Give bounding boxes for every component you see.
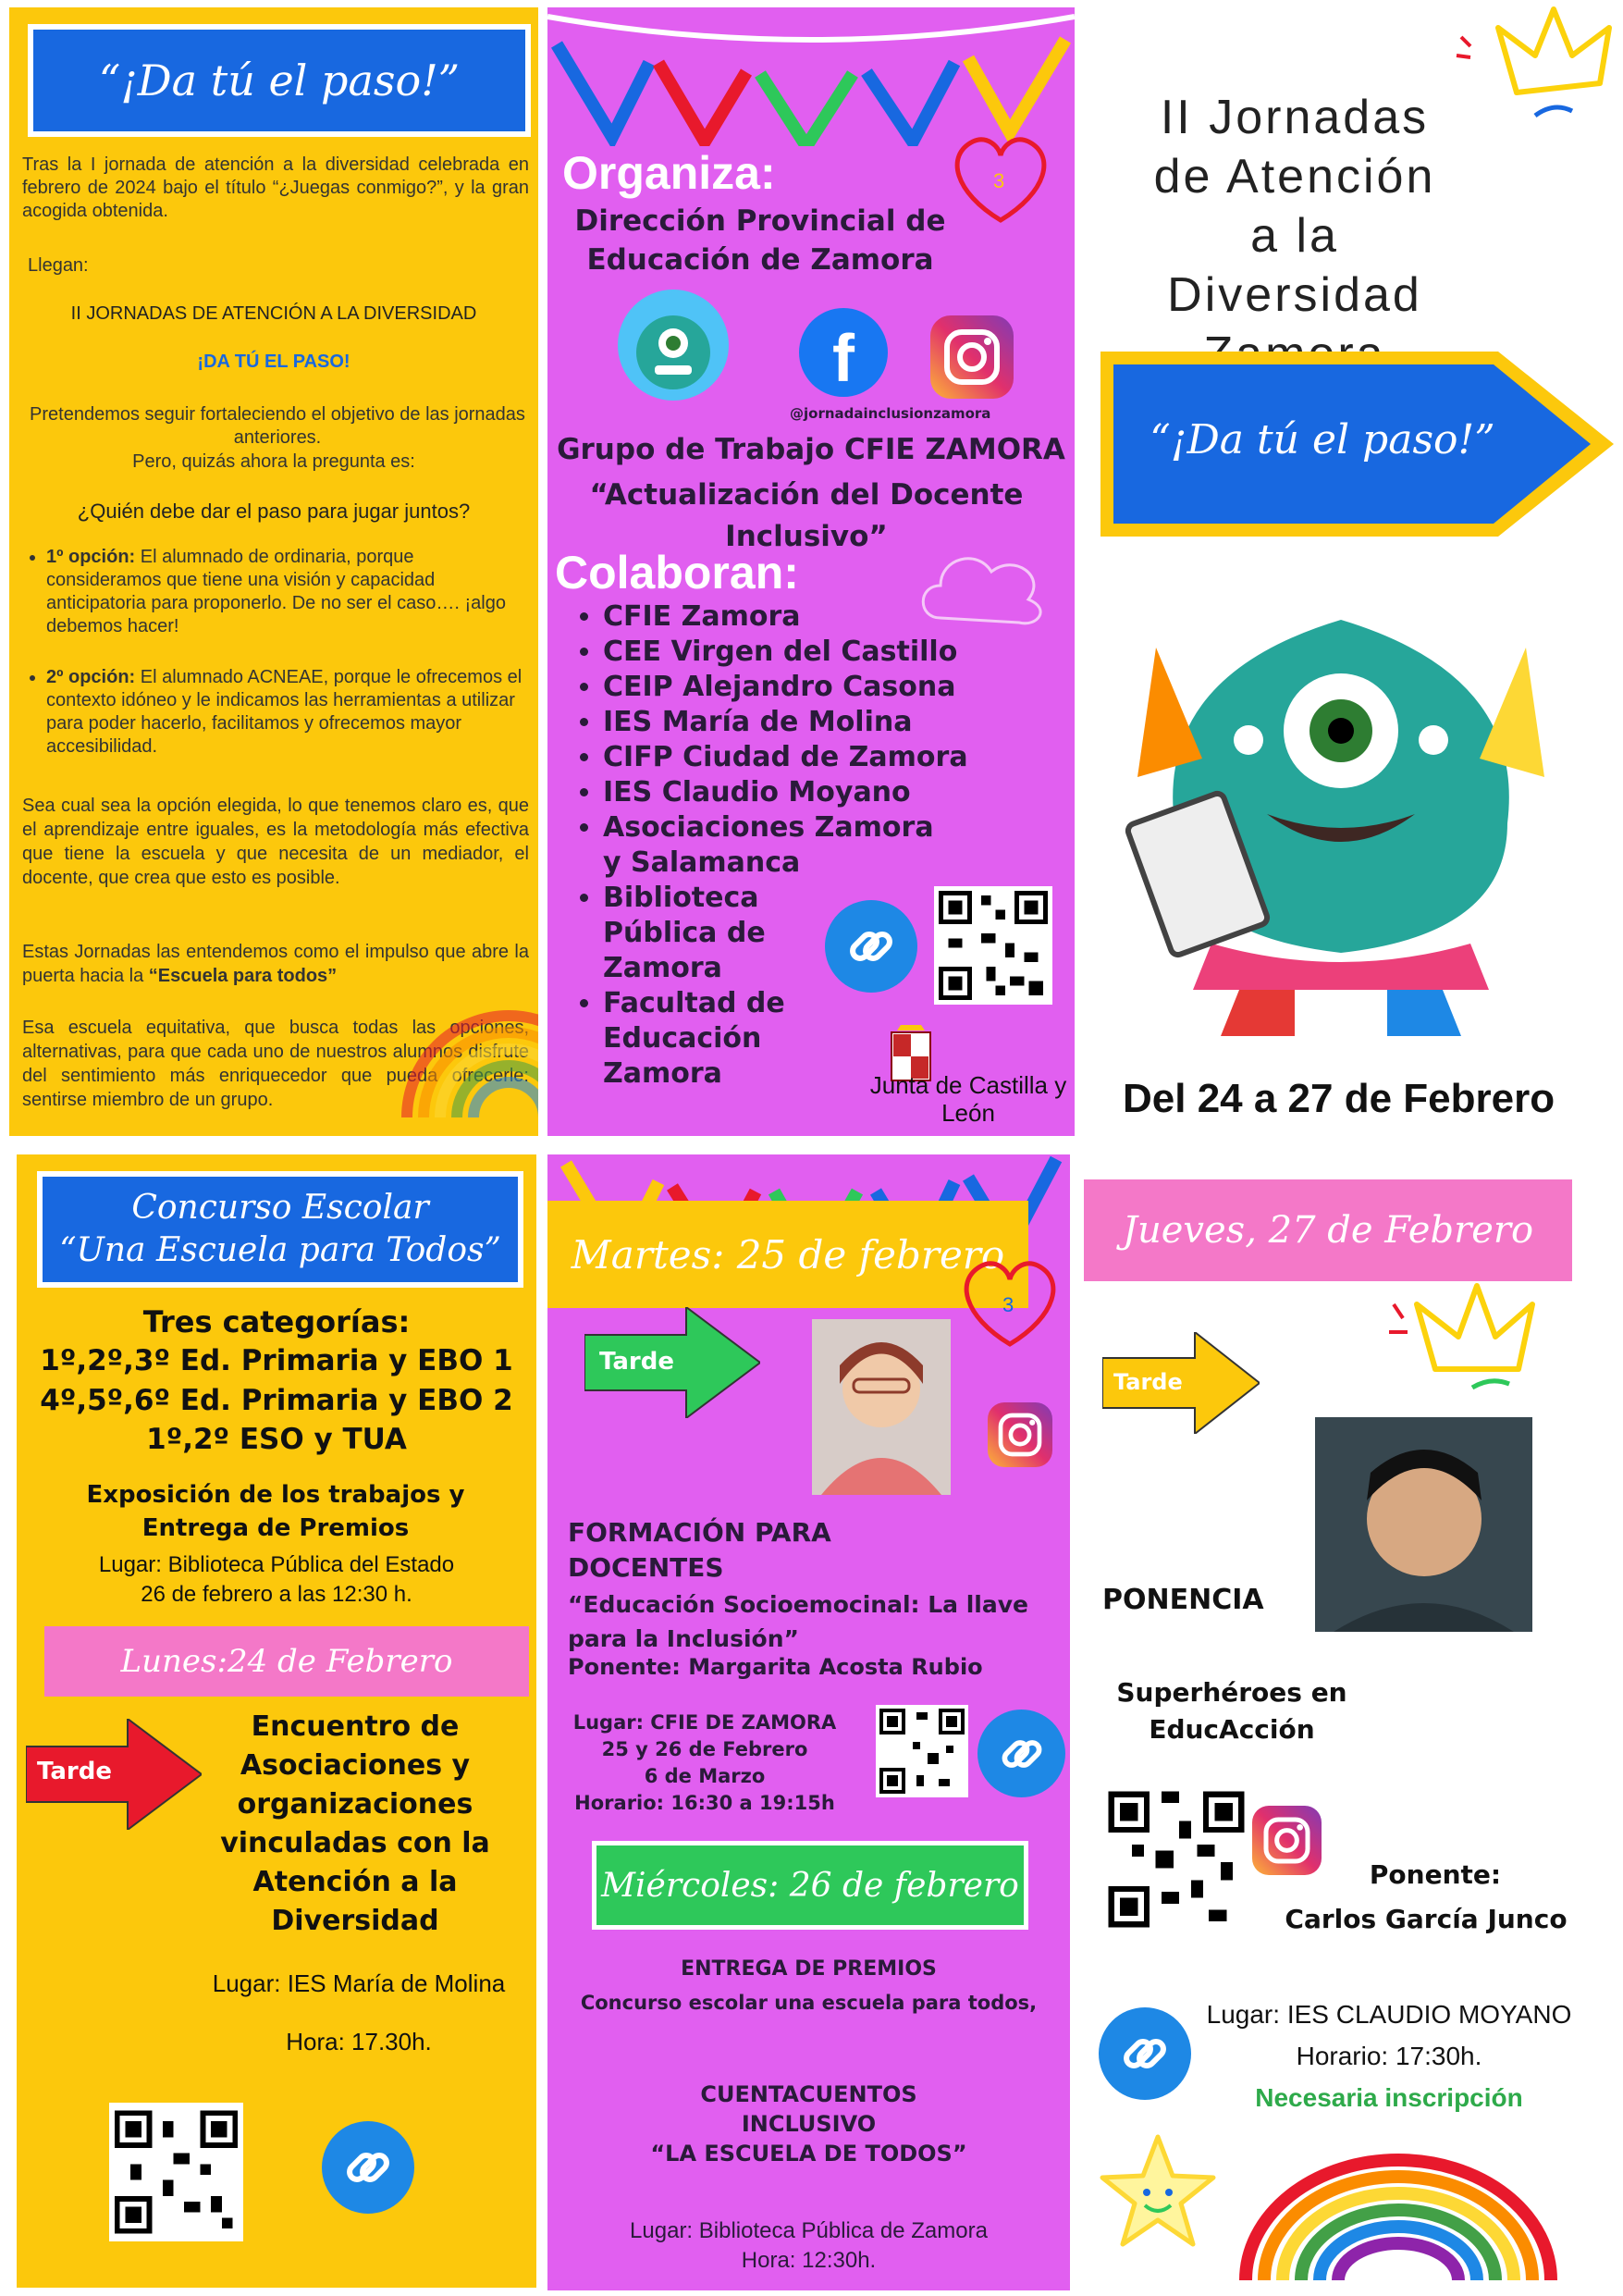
curso-title: “Educación Socioemocinal: La llave para la Inclusión” xyxy=(568,1591,1028,1652)
grupo-text: Grupo de Trabajo CFIE ZAMORA xyxy=(557,433,1065,466)
tarde-arrow-icon xyxy=(26,1719,202,1830)
option-1 xyxy=(46,546,525,638)
martes-text: Martes: 25 de febrero xyxy=(571,1231,1005,1278)
facebook-icon[interactable]: f xyxy=(799,308,888,397)
horario-cfie: Horario: 16:30 a 19:15h xyxy=(574,1792,835,1814)
portrait-photo xyxy=(812,1319,951,1495)
entrega-premios: ENTREGA DE PREMIOS xyxy=(681,1957,937,1981)
pretendemos-text: Pretendemos seguir fortaleciendo el objetivo de las jornadas anteriores. xyxy=(30,404,525,448)
jueves-text: Jueves, 27 de Febrero xyxy=(1122,1209,1534,1252)
option-2 xyxy=(46,666,525,759)
fechas-cfie: 25 y 26 de Febrero xyxy=(601,1738,808,1760)
cuentacuentos-subtitle: “LA ESCUELA DE TODOS” xyxy=(650,2141,967,2166)
hora-biblioteca: Hora: 12:30h. xyxy=(741,2248,877,2273)
concurso-title-2: “Una Escuela para Todos” xyxy=(59,1231,501,1269)
lugar-claudio: Lugar: IES CLAUDIO MOYANO xyxy=(1206,2000,1572,2029)
lugar-ies: Lugar: IES María de Molina xyxy=(212,1969,506,1997)
crown-doodle xyxy=(1389,1267,1546,1397)
link-icon[interactable] xyxy=(1099,2007,1191,2100)
miercoles-banner xyxy=(592,1841,1028,1930)
jueves-banner xyxy=(1084,1179,1572,1281)
instagram-handle[interactable]: @jornadainclusionzamora xyxy=(790,405,991,422)
options-list xyxy=(18,546,525,762)
junta-text: Junta de Castilla y León xyxy=(869,1071,1067,1127)
fecha-entrega: 26 de febrero a las 12:30 h. xyxy=(141,1582,412,1607)
formacion-title: FORMACIÓN PARA DOCENTES xyxy=(568,1517,831,1583)
impulso-text: Estas Jornadas las entendemos como el impulso que abre la puerta hacia la xyxy=(22,942,529,986)
monster-illustration xyxy=(1100,546,1581,1050)
colaboran-title: Colaboran: xyxy=(555,547,799,599)
crown-doodle xyxy=(1443,0,1618,130)
colaborador-item: • Biblioteca Pública de Zamora xyxy=(603,881,806,986)
miercoles-text: Miércoles: 26 de febrero xyxy=(601,1866,1019,1905)
fecha-marzo: 6 de Marzo xyxy=(644,1765,766,1787)
tres-categorias: Tres categorías: xyxy=(142,1304,411,1339)
ponente-label: Ponente: xyxy=(1369,1859,1502,1890)
slogan-arrow xyxy=(1100,352,1614,537)
colaborador-item: • Facultad de Educación Zamora xyxy=(603,986,806,1092)
cover-slogan-text: “¡Da tú el paso!” xyxy=(1150,416,1495,463)
da-paso-label: ¡DA TÚ EL PASO! xyxy=(197,352,350,372)
dates-text: Del 24 a 27 de Febrero xyxy=(1123,1076,1555,1121)
option-2-label: 2º opción: xyxy=(46,667,136,687)
category-1: 1º,2º,3º Ed. Primaria y EBO 1 xyxy=(40,1344,513,1377)
qr-code[interactable] xyxy=(109,2103,243,2241)
jornadas-label: II JORNADAS DE ATENCIÓN A LA DIVERSIDAD xyxy=(70,303,477,324)
colaborador-item: • IES María de Molina xyxy=(603,705,1075,740)
link-icon[interactable] xyxy=(825,900,917,993)
instagram-icon[interactable] xyxy=(988,1402,1052,1467)
colaboradores-list xyxy=(547,599,1075,1092)
encuentro-text: Encuentro de Asociaciones y organizaciones vinculadas con la Atención a la Diversidad xyxy=(220,1710,490,1937)
colaborador-item: • CEE Virgen del Castillo xyxy=(603,635,1075,670)
slogan-text: “¡Da tú el paso!” xyxy=(98,56,461,105)
lunes-text: Lunes:24 de Febrero xyxy=(120,1643,453,1680)
lugar-cfie: Lugar: CFIE DE ZAMORA xyxy=(572,1711,837,1734)
star-doodle xyxy=(1093,2128,1223,2257)
category-3: 1º,2º ESO y TUA xyxy=(146,1423,407,1456)
portrait-photo xyxy=(1315,1417,1532,1632)
panel-intro xyxy=(9,7,538,1136)
category-2: 4º,5º,6º Ed. Primaria y EBO 2 xyxy=(40,1384,513,1417)
superheroes-text: Superhéroes en EducAcción xyxy=(1116,1677,1347,1745)
tarde-label: Tarde xyxy=(37,1758,112,1785)
colaborador-item: • IES Claudio Moyano xyxy=(603,775,1075,810)
slogan-box xyxy=(28,24,531,137)
intro-text: Tras la I jornada de atención a la diversidad celebrada en febrero de 2024 bajo el título “¿Juegas conmigo?”, y la gran acogida obtenida. xyxy=(22,154,529,221)
qr-code[interactable] xyxy=(934,886,1052,1005)
question-text: ¿Quién debe dar el paso para jugar juntos? xyxy=(77,500,471,523)
rainbow-doodle xyxy=(1232,2146,1565,2280)
concurso-box xyxy=(37,1171,523,1288)
escuela-todos-text: “Escuela para todos” xyxy=(148,966,338,986)
exposicion-text: Exposición de los trabajos y Entrega de Premios xyxy=(86,1481,465,1542)
concurso-title-1: Concurso Escolar xyxy=(131,1189,429,1227)
cuentacuentos-title: CUENTACUENTOS xyxy=(700,2081,917,2107)
llegan-label: Llegan: xyxy=(28,255,89,276)
option-2-text: El alumnado ACNEAE, porque le ofrecemos el contexto idóneo y le indicamos las herramientas a utilizar para poder hacerlo, facilitamos y ofrecemos mayor accesibilidad. xyxy=(46,667,523,757)
qr-code[interactable] xyxy=(876,1705,968,1797)
colaborador-item: • CIFP Ciudad de Zamora xyxy=(603,740,1075,775)
intro-paragraph xyxy=(22,154,529,223)
rainbow-doodle xyxy=(388,942,538,1127)
ponente-carlos: Carlos García Junco xyxy=(1285,1904,1568,1934)
tarde-label: Tarde xyxy=(599,1348,674,1376)
concurso-text: Concurso escolar una escuela para todos, xyxy=(580,1992,1038,2014)
organiza-title: Organiza: xyxy=(562,147,776,199)
colaborador-item: • CEIP Alejandro Casona xyxy=(603,670,1075,705)
panel-cover xyxy=(1082,0,1623,1147)
svg-text:3: 3 xyxy=(993,169,1005,192)
panel-organiza xyxy=(547,7,1075,1136)
colaborador-item: • Asociaciones Zamora y Salamanca xyxy=(603,810,936,881)
tarde-label: Tarde xyxy=(1113,1369,1183,1395)
cuentacuentos-inclusivo: INCLUSIVO xyxy=(741,2111,877,2137)
option-1-label: 1º opción: xyxy=(46,547,136,567)
direccion-text: Dirección Provincial de Educación de Zamora xyxy=(574,204,946,277)
tarde-arrow-icon xyxy=(1102,1332,1260,1434)
tarde-arrow-icon xyxy=(584,1307,760,1418)
lugar-biblioteca-zamora: Lugar: Biblioteca Pública de Zamora xyxy=(630,2218,988,2243)
horario-claudio: Horario: 17:30h. xyxy=(1296,2042,1482,2070)
bunting-doodle xyxy=(547,7,1075,146)
hora-encuentro: Hora: 17.30h. xyxy=(286,2028,432,2055)
inscripcion-text[interactable]: Necesaria inscripción xyxy=(1255,2083,1523,2112)
lunes-banner xyxy=(44,1626,529,1697)
lugar-biblioteca: Lugar: Biblioteca Pública del Estado xyxy=(98,1552,455,1577)
link-icon[interactable] xyxy=(977,1710,1065,1797)
link-icon[interactable] xyxy=(322,2121,414,2214)
panel-martes xyxy=(547,1154,1070,2290)
main-title: II Jornadas de Atención a la Diversidad xyxy=(1153,91,1436,322)
svg-text:3: 3 xyxy=(1002,1293,1014,1316)
colaborador-item: • CFIE Zamora xyxy=(603,599,1075,635)
ponencia-label: PONENCIA xyxy=(1102,1584,1264,1616)
paragraph-aprendizaje: Sea cual sea la opción elegida, lo que tenemos claro es, que el aprendizaje entre iguales, es la metodología más efectiva que tiene la escuela y que necesita de un mediador, el docente, que crea que esto es posible. xyxy=(22,796,529,888)
actualizacion-text: “Actualización del Docente Inclusivo” xyxy=(589,478,1024,553)
paragraph-equitativa: Esa escuela equitativa, que busca todas las opciones, alternativas, para que cada uno de nuestros alumnos disfrute del sentimiento más enriquecedor que pueda ofrecerle: sentirse miembro de un grupo. xyxy=(22,1018,529,1110)
lugar-cfie-block xyxy=(566,1710,843,1817)
instagram-icon[interactable] xyxy=(930,315,1014,399)
option-1-text: El alumnado de ordinaria, porque consideramos que tiene una visión y capacidad anticipatoria para proponerlo. De no ser el caso…. ¡algo debemos hacer! xyxy=(46,547,506,636)
panel-concurso xyxy=(17,1154,536,2288)
pero-text: Pero, quizás ahora la pregunta es: xyxy=(132,451,415,472)
heart-doodle xyxy=(954,1252,1065,1353)
panel-jueves xyxy=(1075,1147,1623,2294)
monster-logo xyxy=(618,290,729,401)
ponente-margarita: Ponente: Margarita Acosta Rubio xyxy=(568,1654,983,1680)
qr-code[interactable] xyxy=(1102,1785,1250,1933)
